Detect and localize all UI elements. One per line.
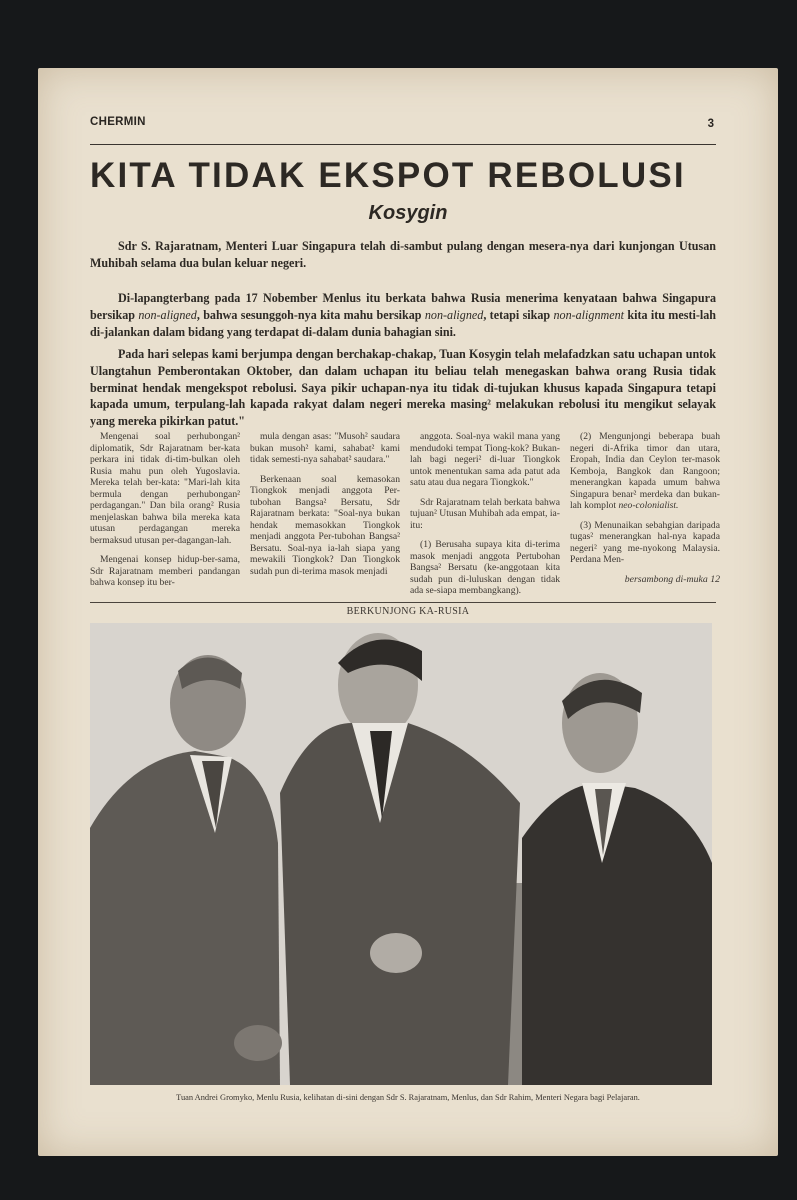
column-4: [570, 431, 720, 599]
masthead: [90, 116, 716, 145]
lead-p2-text: kita itu mesti-lah di-jalankan dalam bidang yang terdapat di-dalam dunia bahagian sini.: [90, 307, 716, 339]
news-photo: [90, 623, 712, 1085]
continued-notice: bersambong di-muka 12: [624, 573, 720, 585]
column-paragraph: (3) Menunaikan sebahgian daripada tugas² menerangkan hal-nya kapada negeri² yang me-nyokong Malaysia. Perdana Men-: [570, 519, 720, 565]
column-paragraph: mula dengan asas: "Musoh² saudara bukan musoh² kami, sahabat² kami tidak semesti-nya sahabat² saudara.": [250, 431, 400, 465]
column-paragraph: Mengenai konsep hidup-ber-sama, Sdr Rajaratnam memberi pandangan bahwa konsep itu ber-: [90, 554, 240, 588]
headline: KITA TIDAK EKSPOT REBOLUSI: [90, 156, 686, 195]
column-1: [90, 431, 240, 599]
page-number: 3: [707, 118, 714, 130]
lead-p2-text: , bahwa sesunggoh-nya kita mahu bersikap: [196, 307, 425, 322]
lead-paragraph-3: Pada hari selepas kami berjumpa dengan berchakap-chakap, Tuan Kosygin telah melafadzkan satu uchapan untok Ulangtahun Pemberontakan Oktober, dan dalam uchapan itu beliau telah menegaskan bahwa orang Rusia tidak berminat hendak mengekspot rebolusi. Saya pikir uchapan-nya itu tidak di-tujukan khusus kapada Singapura tetapi kapada umum, terpulang-lah kapada rakyat dalam negeri mereka masing² melakukan rebolusi itu mengikut selayak yang mereka pikirkan patut.": [90, 347, 716, 429]
column-3: [410, 431, 560, 599]
lead-paragraph-2: [90, 290, 716, 340]
photo-illustration: [90, 623, 712, 1085]
lead-p2-italic: non-aligned: [424, 307, 484, 322]
column-text: (2) Mengunjongi beberapa buah negeri di-Afrika timor dan utara, Eropah, India dan Ceylon ter-masok Kemboja, Bangkok dan Rangoon; menerangkan kapada umum bahwa Singapura benar² merdeka dan bukan-lah komplot: [570, 431, 720, 511]
lead-p2-text: , tetapi sikap: [483, 307, 554, 322]
photo-caption: Tuan Andrei Gromyko, Menlu Rusia, kelihatan di-sini dengan Sdr S. Rajaratnam, Menlus, dan Sdr Rahim, Menteri Negara bagi Pelajaran.: [176, 1093, 640, 1102]
lead-paragraph-1: Sdr S. Rajaratnam, Menteri Luar Singapura telah di-sambut pulang dengan mesera-nya dari kunjongan Utusan Muhibah selama dua bulan keluar negeri.: [90, 239, 716, 270]
column-paragraph: [570, 431, 720, 512]
photo-title: BERKUNJONG KA-RUSIA: [346, 606, 470, 617]
column-paragraph: (1) Berusaha supaya kita di-terima masok menjadi anggota Pertubohan Bangsa² Bersatu (ke-anggotaan kita sudah pun di-luluskan dengan tidak ada se-siapa membangkang).: [410, 539, 560, 596]
lead-p2-italic: non-aligned: [138, 307, 197, 322]
column-paragraph: Sdr Rajaratnam telah berkata bahwa tujuan² Utusan Muhibah ada empat, ia-itu:: [410, 496, 560, 531]
newspaper-page: [38, 68, 778, 1156]
column-2: [250, 431, 400, 599]
byline: Kosygin: [368, 202, 448, 224]
publication-name: CHERMIN: [90, 116, 146, 128]
column-paragraph: anggota. Soal-nya wakil mana yang mendudoki tempat Tiong-kok? Bukan-lah bagi negeri² di-luar Tiongkok untok menentukan sama ada patut ada satu atau dua negara Tiongkok.": [410, 431, 560, 488]
section-divider: [90, 602, 716, 603]
article-columns: [90, 431, 720, 599]
lead-p2-text: Di-lapangterbang pada 17 Nobember Menlus itu berkata bahwa Rusia menerima kenyataan bahwa Singapura bersikap: [90, 291, 716, 322]
column-paragraph: Berkenaan soal kemasokan Tiongkok menjadi anggota Per-tubohan Bangsa² Bersatu, Sdr Rajaratnam berkata: "Soal-nya bukan hendak memasokkan Tiongkok menjadi anggota Per-tubohan Bangsa² Bersatu. Soal-nya ia-lah siapa yang mewakili Tiongkok? Dan Tiongkok sudah pun di-terima masok menjadi: [250, 473, 400, 577]
column-italic: neo-colonialist.: [618, 500, 679, 511]
lead-p2-italic: non-alignment: [553, 307, 625, 322]
column-paragraph: Mengenai soal perhubongan² diplomatik, Sdr Rajaratnam ber-kata perkara ini tidak di-tim-bulkan oleh Rusia mahu pun oleh Yugoslavia. Mereka telah ber-kata: "Mari-lah kita bermula dengan perhubongan² perdagangan." Dan bila orang² Rusia menjelaskan bahwa bila mereka kata utusan perdagangan mereka bermaksud utusan per-dagangan-lah.: [90, 431, 240, 546]
